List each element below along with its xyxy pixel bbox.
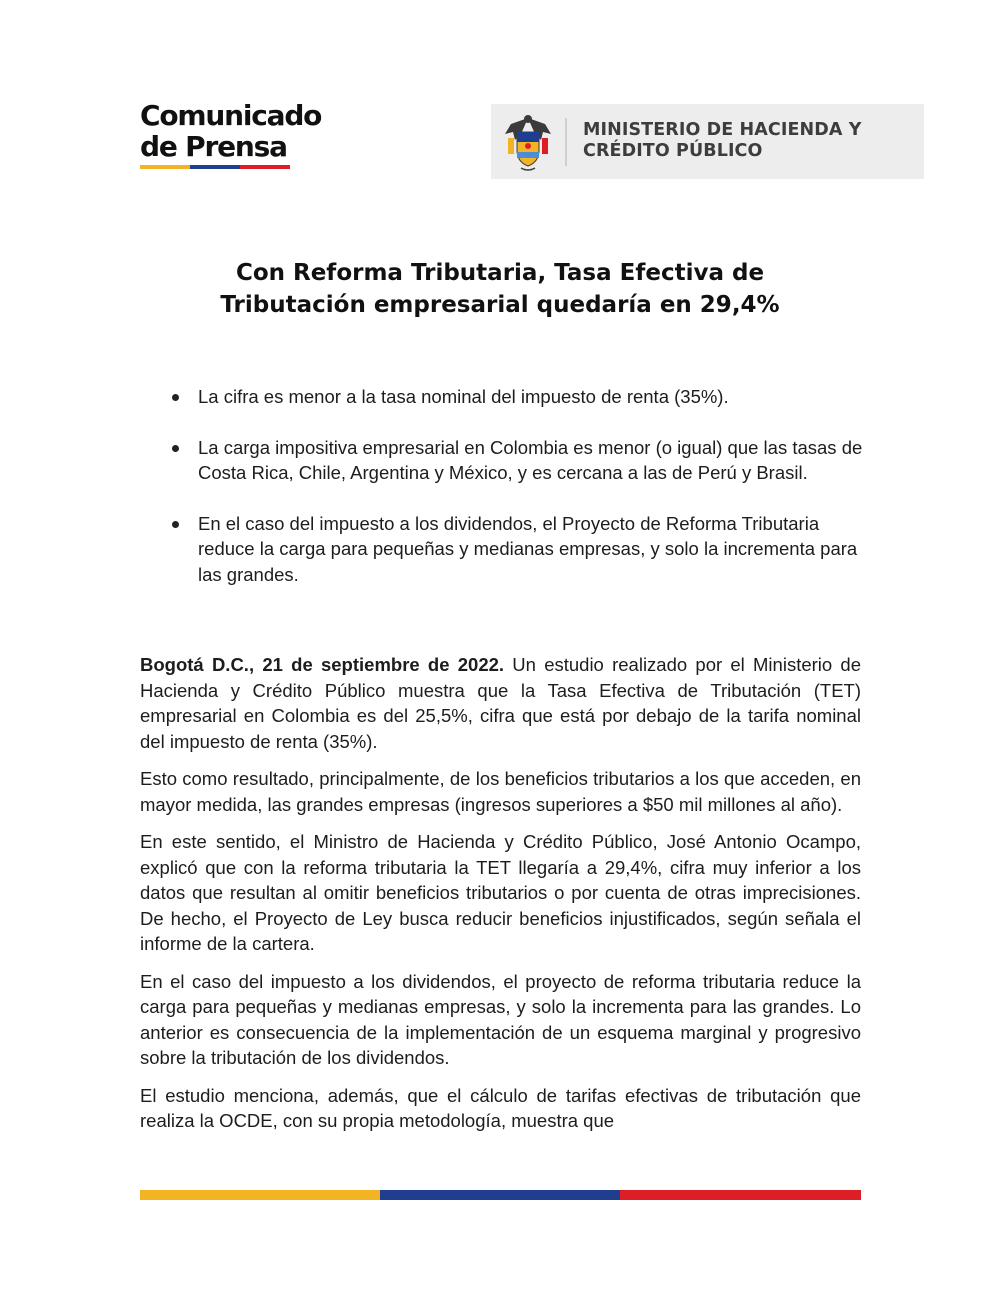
footer-stripe-red bbox=[620, 1190, 861, 1200]
paragraph-1 bbox=[140, 652, 861, 754]
ministry-name-line-2: CRÉDITO PÚBLICO bbox=[583, 141, 763, 161]
ministry-logo-block bbox=[491, 104, 924, 179]
title-line-2: Tributación empresarial quedaría en 29,4% bbox=[220, 292, 780, 318]
highlight-item: La carga impositiva empresarial en Colombia es menor (o igual) que las tasas de Costa Rica, Chile, Argentina y México, y es cercana a las de Perú y Brasil. bbox=[198, 435, 870, 486]
paragraph-5: El estudio menciona, además, que el cálculo de tarifas efectivas de tributación que realiza la OCDE, con su propia metodología, muestra que bbox=[140, 1084, 861, 1131]
footer-stripe-yellow bbox=[140, 1190, 380, 1200]
paragraph-3: En este sentido, el Ministro de Hacienda y Crédito Público, José Antonio Ocampo, explicó que con la reforma tributaria la TET llegaría a 29,4%, cifra muy inferior a los datos que resultan al omitir beneficios tributarios o por cuenta de otras imprecisiones. De hecho, el Proyecto de Ley busca reducir beneficios injustificados, según señala el informe de la cartera. bbox=[140, 831, 861, 954]
highlights-list bbox=[198, 384, 870, 612]
logo-line-1: Comunicado bbox=[140, 99, 322, 132]
highlight-item: En el caso del impuesto a los dividendos, el Proyecto de Reforma Tributaria reduce la carga para pequeñas y medianas empresas, y solo la incrementa para las grandes. bbox=[198, 511, 870, 588]
press-release-logo bbox=[140, 100, 360, 169]
paragraph-2: Esto como resultado, principalmente, de los beneficios tributarios a los que acceden, en mayor medida, las grandes empresas (ingresos superiores a $50 mil millones al año). bbox=[140, 768, 861, 815]
footer-stripe-blue bbox=[380, 1190, 620, 1200]
highlight-item: La cifra es menor a la tasa nominal del impuesto de renta (35%). bbox=[198, 384, 870, 410]
coat-of-arms-icon bbox=[503, 112, 553, 172]
dateline: Bogotá D.C., 21 de septiembre de 2022. bbox=[140, 654, 505, 675]
article-body bbox=[140, 652, 861, 1146]
logo-color-stripe bbox=[140, 165, 290, 169]
ministry-name bbox=[583, 120, 862, 162]
ministry-divider bbox=[565, 118, 567, 166]
logo-line-2: de Prensa bbox=[140, 130, 287, 163]
ministry-name-line-1: MINISTERIO DE HACIENDA Y bbox=[583, 120, 862, 140]
paragraph-1-text: Un estudio realizado por el Ministerio de Hacienda y Crédito Público muestra que la Tasa Efectiva de Tributación (TET) empresarial en Colombia es del 25,5%, cifra que está por debajo de la tarifa nominal del impuesto de renta (35%). bbox=[140, 654, 862, 752]
paragraph-4: En el caso del impuesto a los dividendos, el proyecto de reforma tributaria reduce la carga para pequeñas y medianas empresas, y solo la incrementa para las grandes. Lo anterior es consecuencia de la implementación de un esquema marginal y progresivo sobre la tributación de los dividendos. bbox=[140, 970, 861, 1068]
title-line-1: Con Reforma Tributaria, Tasa Efectiva de bbox=[235, 260, 765, 286]
page-title bbox=[140, 257, 860, 321]
footer-color-stripe bbox=[140, 1190, 861, 1200]
